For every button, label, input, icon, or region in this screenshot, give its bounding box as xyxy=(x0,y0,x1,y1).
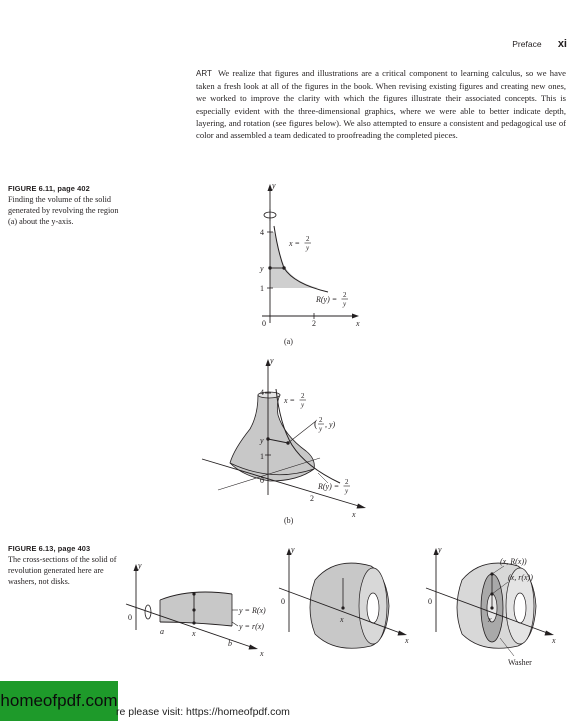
paragraph-lead: ART xyxy=(196,69,212,78)
curve-frac-den: y xyxy=(301,401,305,409)
outer-curve-label: y = R(x) xyxy=(239,606,266,615)
shaded-region xyxy=(160,592,232,626)
tick-label-4: 4 xyxy=(260,388,264,397)
radius-frac-den: y xyxy=(343,300,347,308)
curve-frac-num: 2 xyxy=(306,235,310,243)
y-axis-label: y xyxy=(272,181,276,190)
x-axis-label: x xyxy=(356,319,360,328)
tick-label-x: x xyxy=(340,615,344,624)
curve-frac-num: 2 xyxy=(301,392,305,400)
tick-label-4: 4 xyxy=(260,228,264,237)
y-axis-label: y xyxy=(291,545,295,554)
figure-6-13-title: FIGURE 6.13, page 403 xyxy=(8,544,91,553)
figure-6-13-right xyxy=(422,542,572,674)
point-label-open: ( xyxy=(314,419,318,430)
tick-label-b: b xyxy=(228,639,232,648)
tick-label-0: 0 xyxy=(260,476,264,485)
tick-label-1: 1 xyxy=(260,452,264,461)
tick-label-2: 2 xyxy=(312,319,316,328)
origin-label: 0 xyxy=(281,597,285,606)
x-axis-label: x xyxy=(405,636,409,645)
tick-label-2: 2 xyxy=(310,494,314,503)
figure-6-11a xyxy=(240,180,370,350)
section-title: Preface xyxy=(512,39,542,49)
point-y-label: y xyxy=(260,264,264,273)
page-number: xi xyxy=(557,38,567,50)
running-header xyxy=(512,38,567,50)
curve-label: x = xyxy=(284,396,295,405)
footer-notice[interactable]: re please visit: https://homeofpdf.com xyxy=(116,706,290,718)
origin-label: 0 xyxy=(428,597,432,606)
x-axis-label: x xyxy=(352,510,356,519)
origin-label: 0 xyxy=(128,613,132,622)
panel-sublabel: (a) xyxy=(284,337,293,346)
tick-label-x: x xyxy=(192,629,196,638)
figure-6-13-left xyxy=(120,560,272,665)
figure-6-11-caption: Finding the volume of the solid generated by revolving the region (a) about the y-axis. xyxy=(8,195,119,226)
inner-curve-label: y = r(x) xyxy=(239,622,264,631)
figure-6-11-caption-block xyxy=(8,184,126,227)
y-axis-label: y xyxy=(270,356,274,365)
inner-hole xyxy=(367,593,379,623)
figure-6-13-middle xyxy=(275,542,415,666)
tick-label-1: 1 xyxy=(260,284,264,293)
x-axis-label: x xyxy=(260,649,264,658)
point-frac-den: y xyxy=(319,425,323,433)
radius-frac-num: 2 xyxy=(345,478,349,486)
body-paragraph xyxy=(196,67,566,141)
radius-label: R(y) = xyxy=(318,482,340,491)
inner-point-label: (x, r(x)) xyxy=(508,573,533,582)
point-label-close: , y) xyxy=(325,420,336,429)
paragraph-text: We realize that figures and illustrations are a critical component to learning calculus, so we have taken a fresh look at all of the figures in the book. When revising existing figures and creating new ones, we worked to improve the clarity with which the figures illustrate their associated concepts. This is especially evident with the three-dimensional graphics, where we were able to better indicate depth, layering, and rotation (see figures below). We also attempted to ensure a consistent and pedagogical use of color and assembled a team dedicated to proofreading the completed pieces. xyxy=(196,68,566,141)
y-axis-label: y xyxy=(138,561,142,570)
radius-label: R(y) = xyxy=(316,295,338,304)
tick-label-x: x xyxy=(488,615,492,624)
figure-6-11-title: FIGURE 6.11, page 402 xyxy=(8,184,90,193)
radius-frac-num: 2 xyxy=(343,291,347,299)
outer-point-label: (x, R(x)) xyxy=(500,557,527,566)
radius-frac-den: y xyxy=(345,487,349,495)
figure-6-13-caption-block xyxy=(8,544,118,587)
site-badge[interactable]: homeofpdf.com xyxy=(0,681,118,721)
point-frac-num: 2 xyxy=(319,416,323,424)
tick-label-a: a xyxy=(160,627,164,636)
panel-sublabel: (b) xyxy=(284,516,294,525)
point-y-label: y xyxy=(260,436,264,445)
figure-6-11b xyxy=(188,355,388,527)
curve-frac-den: y xyxy=(306,244,310,252)
figure-6-13-caption: The cross-sections of the solid of revolution generated here are washers, not disks. xyxy=(8,555,117,586)
tick-label-0: 0 xyxy=(262,319,266,328)
washer-label: Washer xyxy=(508,658,532,667)
curve-label: x = xyxy=(289,239,300,248)
x-axis-label: x xyxy=(552,636,556,645)
y-axis-label: y xyxy=(438,545,442,554)
